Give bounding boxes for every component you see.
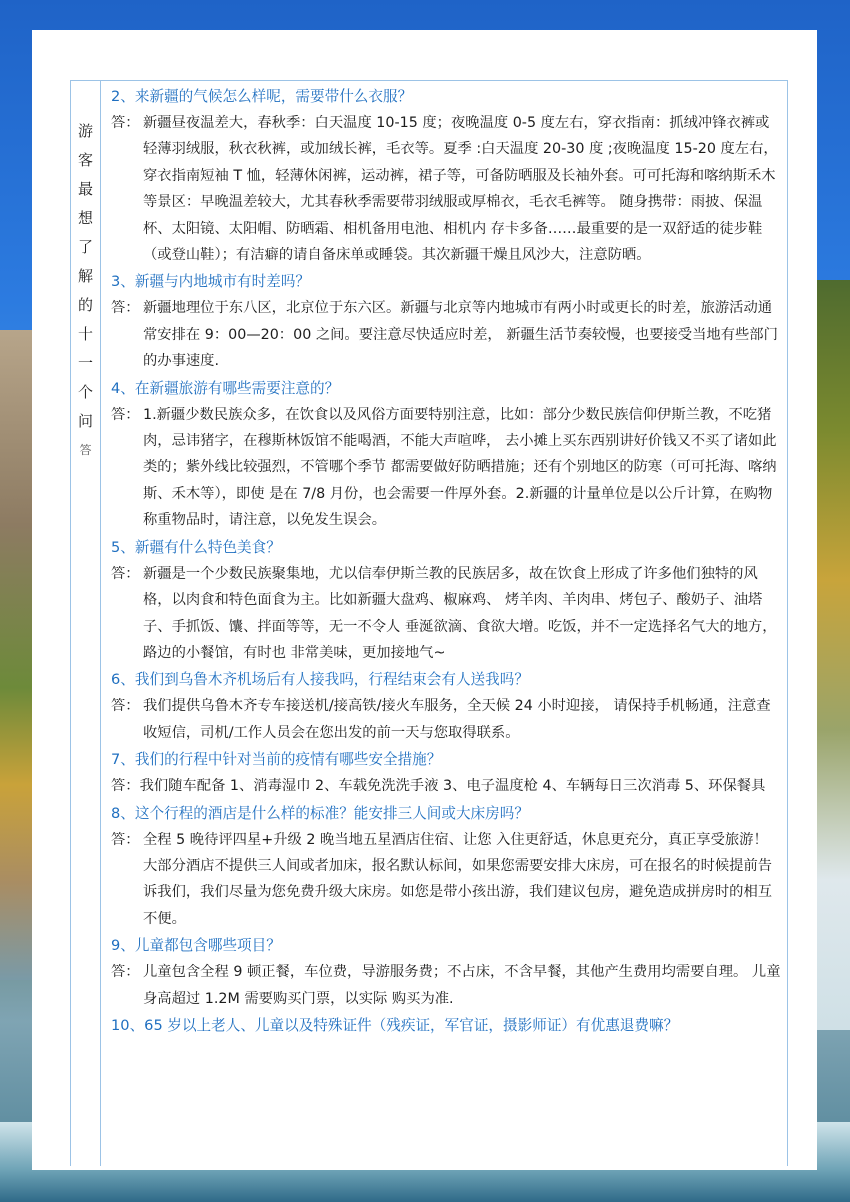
- answer-label: 答：: [111, 300, 140, 317]
- answer-8: [111, 827, 781, 933]
- question-5: 5、新疆有什么特色美食？: [111, 538, 281, 556]
- answer-9: [111, 959, 781, 1012]
- question-3: 3、新疆与内地城市有时差吗？: [111, 273, 311, 291]
- answer-label: 答：: [111, 115, 140, 131]
- answer-label: 答：: [111, 565, 140, 582]
- side-title-char: 答: [79, 443, 92, 457]
- answer-2: [111, 110, 781, 268]
- answer-label: 答：: [111, 964, 140, 981]
- question-10: 10、65 岁以上老人、儿童以及特殊证件（残疾证，军官证，摄影师证）有优惠退费嘛？: [111, 1016, 679, 1034]
- answer-5: [111, 561, 781, 667]
- question-8: 8、这个行程的酒店是什么样的标准？能安排三人间或大床房吗？: [111, 804, 529, 822]
- question-2: 2、来新疆的气候怎么样呢，需要带什么衣服？: [111, 88, 413, 105]
- answer-text: 我们提供乌鲁木齐专车接送机/接高铁/接火车服务，全天候 24 小时迎接， 请保持手机畅通，注意查收短信，司机/工作人员会在您出发的前一天与您取得联系。: [143, 698, 771, 741]
- faq-table: [70, 80, 788, 1166]
- side-title-char: 客: [77, 151, 93, 169]
- side-title-char: 个: [77, 383, 93, 401]
- answer-3: [111, 295, 781, 374]
- side-title-char: 一: [77, 354, 93, 372]
- question-4: 4、在新疆旅游有哪些需要注意的？: [111, 379, 340, 397]
- side-title-char: 想: [77, 209, 93, 227]
- question-6: 6、我们到乌鲁木齐机场后有人接我吗，行程结束会有人送我吗？: [111, 671, 529, 689]
- question-9: 9、儿童都包含哪些项目？: [111, 937, 281, 955]
- document-page: [32, 30, 817, 1170]
- answer-text: 新疆昼夜温差大，春秋季：白天温度 10-15 度；夜晚温度 0-5 度左右，穿衣指南：抓绒冲锋衣裤或轻薄羽绒服，秋衣秋裤，或加绒长裤，毛衣等。夏季 :白天温度 20-30 度 ;夜晚温度 15-20 度左右，穿衣指南短袖 T 恤，轻薄休闲裤，运动裤，裙子等，可备防晒服及长袖外套。可可托海和喀纳斯禾木等景区：早晚温差较大，尤其春秋季需要带羽绒服或厚棉衣，毛衣毛裤等。 随身携带：雨披、保温杯、太阳镜、太阳帽、防晒霜、相机备用电池、相机内 存卡多备……最重要的是一双舒适的徒步鞋（或登山鞋）；有洁癖的请自备床单或睡袋。其次新疆干燥且风沙大，注意防晒。: [143, 115, 778, 264]
- answer-label: 答：: [111, 831, 140, 848]
- side-title-char: 十: [77, 325, 93, 343]
- answer-4: [111, 402, 781, 534]
- answer-text: 新疆是一个少数民族聚集地，尤以信奉伊斯兰教的民族居多，故在饮食上形成了许多他们独特的风格，以肉食和特色面食为主。比如新疆大盘鸡、椒麻鸡、 烤羊肉、羊肉串、烤包子、酸奶子、油塔子、手抓饭、馕、拌面等等，无一不令人 垂涎欲滴、食欲大增。吃饭，并不一定选择名气大的地方，路边的小餐馆，有时也 非常美味，更加接地气~: [143, 565, 777, 661]
- side-title-char: 解: [77, 267, 93, 285]
- answer-label: 答：: [111, 406, 140, 423]
- answer-text: 儿童包含全程 9 顿正餐，车位费，导游服务费；不占床，不含早餐，其他产生费用均需要自理。 儿童身高超过 1.2M 需要购买门票，以实际 购买为准.: [143, 964, 781, 1007]
- answer-text: 1.新疆少数民族众多，在饮食以及风俗方面要特别注意，比如：部分少数民族信仰伊斯兰教，不吃猪肉，忌讳猪字，在穆斯林饭馆不能喝酒，不能大声喧哗， 去小摊上买东西别讲好价钱又不买了诸如此类的；紫外线比较强烈，不管哪个季节 都需要做好防晒措施；还有个别地区的防寒（可可托海、喀纳斯、禾木等），即使 是在 7/8 月份，也会需要一件厚外套。2.新疆的计量单位是以公斤计算，在购物称重物品时，请注意，以免发生误会。: [143, 406, 777, 529]
- answer-6: [111, 693, 781, 746]
- answer-text: 新疆地理位于东八区，北京位于东六区。新疆与北京等内地城市有两小时或更长的时差，旅游活动通常安排在 9：00—20：00 之间。要注意尽快适应时差， 新疆生活节奏较慢，也要接受当地有些部门的办事速度.: [143, 300, 778, 370]
- faq-content: [111, 83, 781, 1039]
- answer-text: 我们随车配备 1、消毒湿巾 2、车载免洗洗手液 3、电子温度枪 4、车辆每日三次消毒 5、环保餐具: [139, 778, 766, 795]
- answer-label: 答：: [111, 778, 140, 795]
- side-title-char: 问: [77, 412, 93, 430]
- side-title-char: 了: [77, 238, 93, 256]
- side-title-char: 的: [77, 296, 93, 314]
- side-title-char: 最: [77, 180, 93, 198]
- question-7: 7、我们的行程中针对当前的疫情有哪些安全措施？: [111, 751, 442, 769]
- answer-7: [111, 773, 781, 799]
- answer-text: 全程 5 晚待评四星+升级 2 晚当地五星酒店住宿、让您 入住更舒适，休息更充分，真正享受旅游！大部分酒店不提供三人间或者加床，报名默认标间，如果您需要安排大床房，可在报名的时候提前告诉我们，我们尽量为您免费升级大床房。如您是带小孩出游，我们建议包房，避免造成拼房时的相互不便。: [143, 831, 773, 927]
- side-title-char: 游: [77, 122, 93, 140]
- side-title: [71, 81, 101, 1166]
- answer-label: 答：: [111, 698, 140, 715]
